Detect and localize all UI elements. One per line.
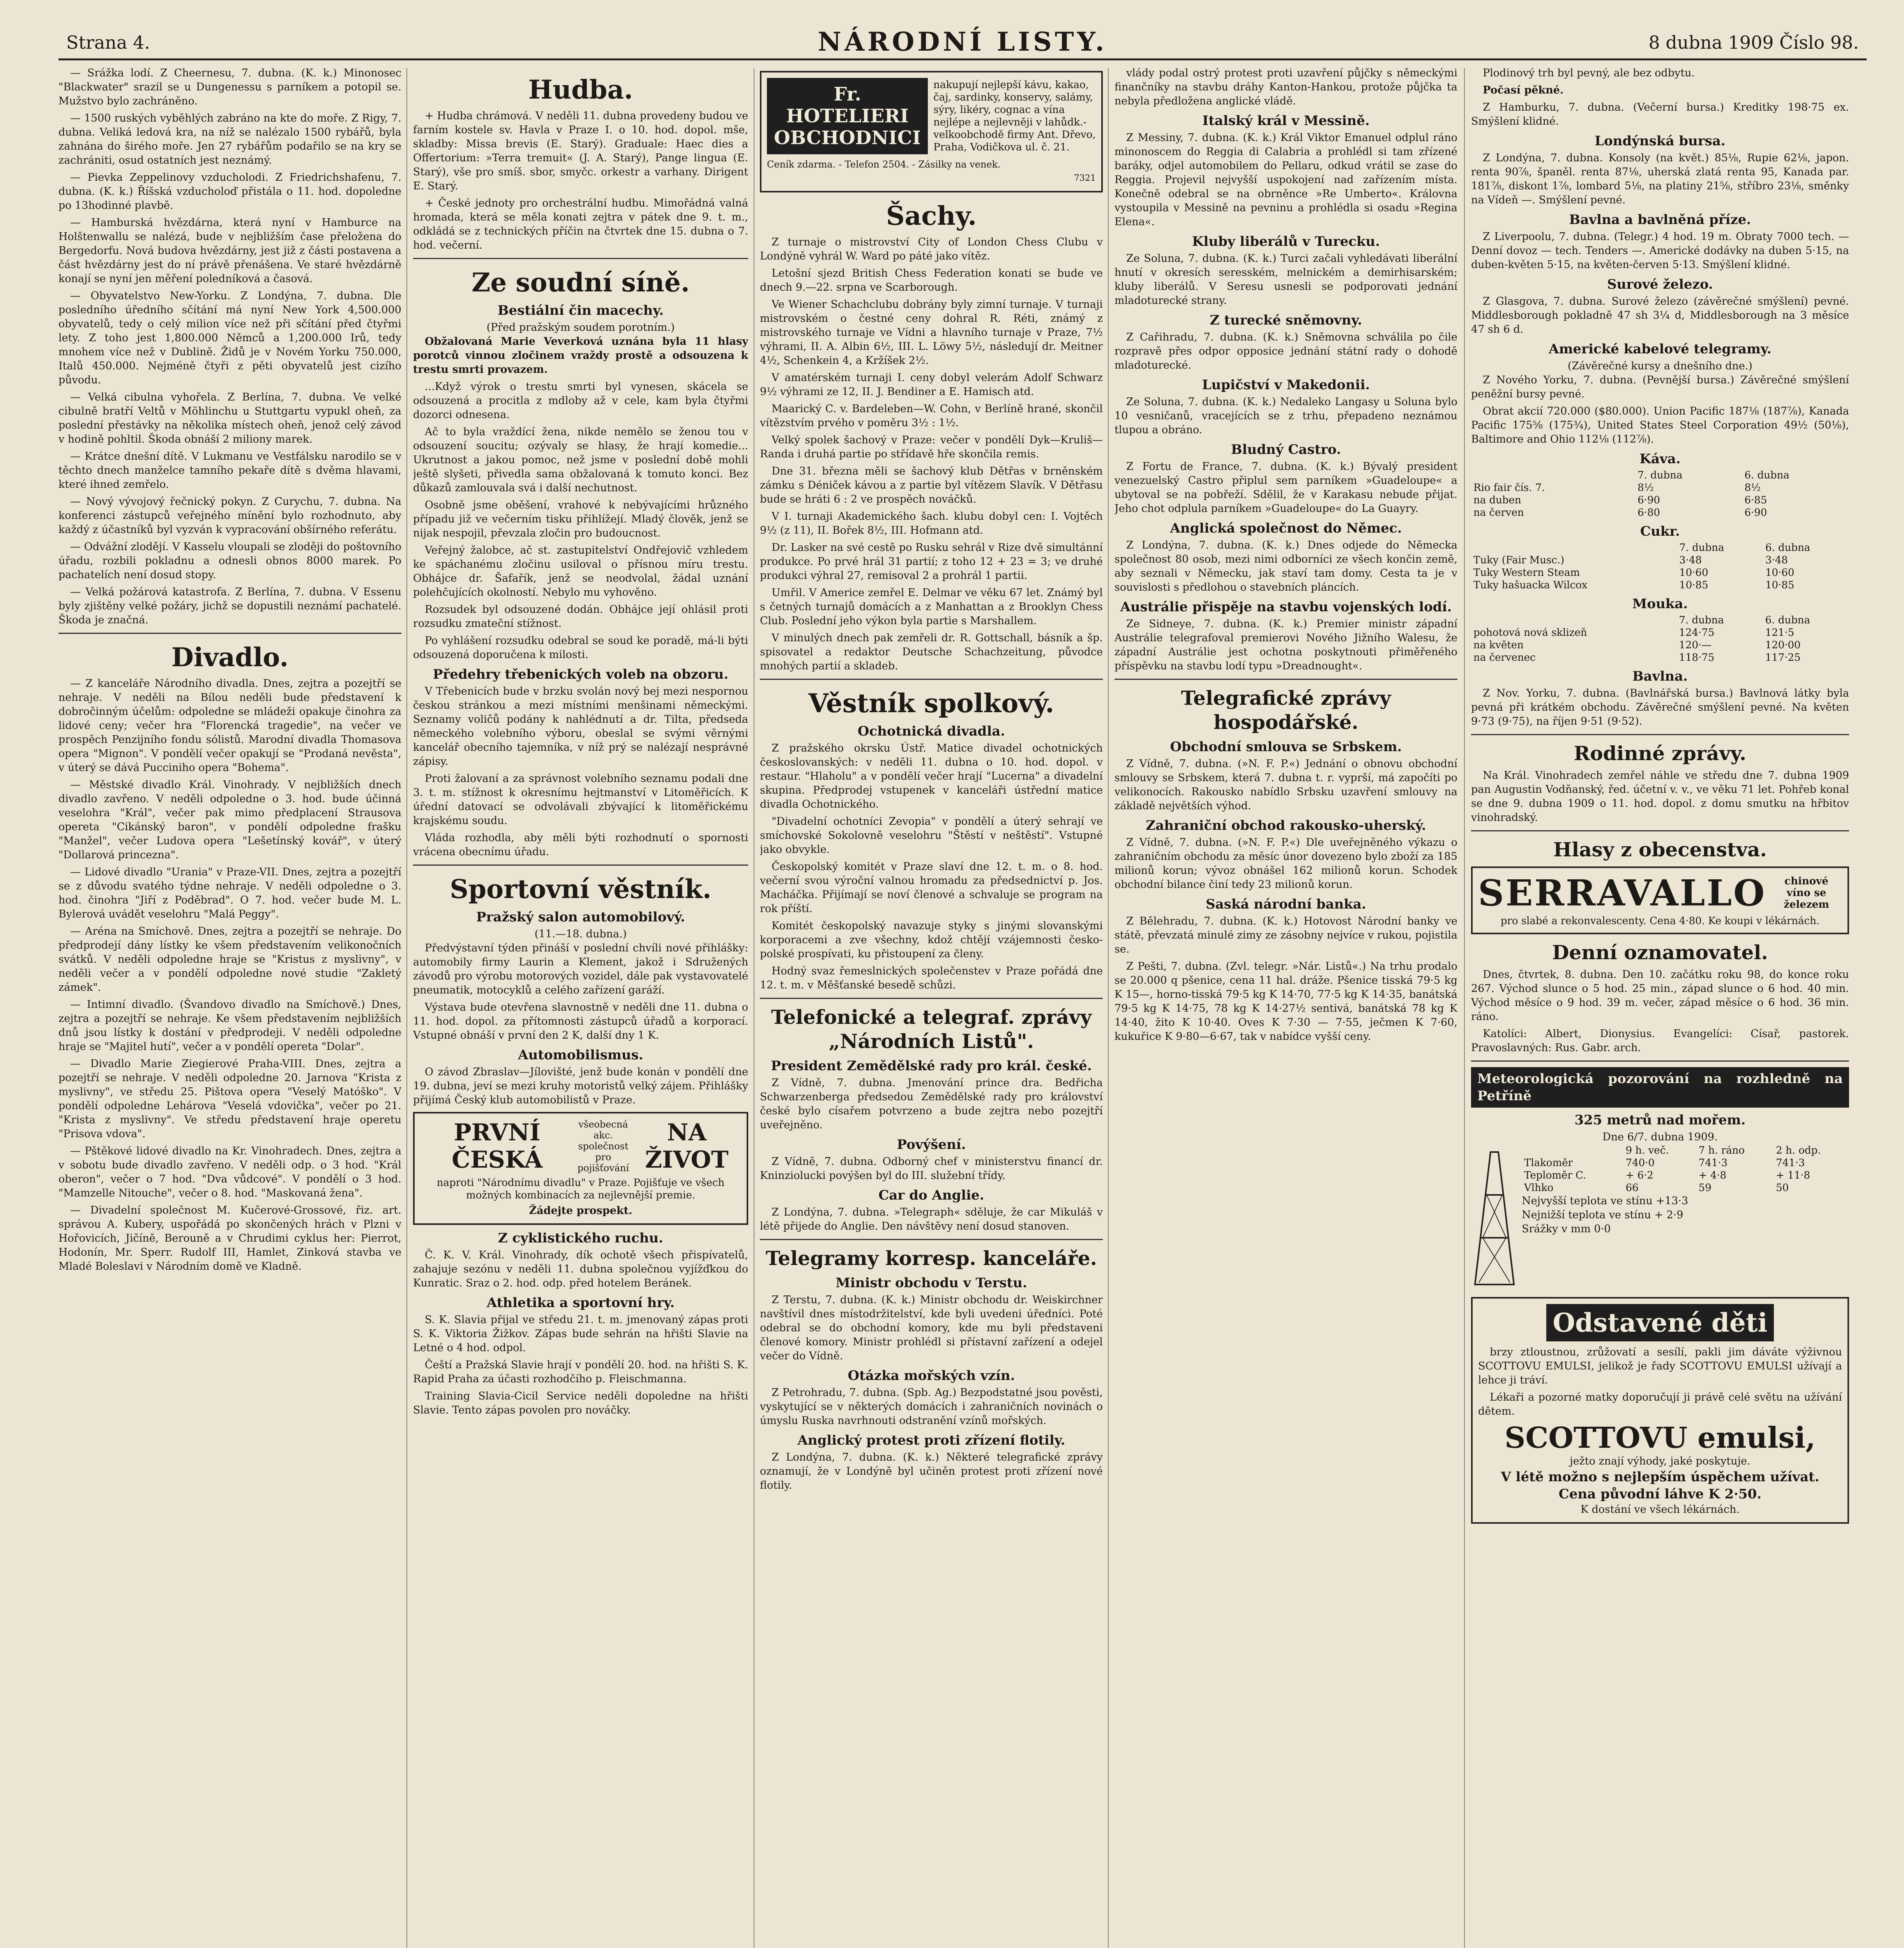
weather-note: Nejnižší teplota ve stínu + 2·9 — [1522, 1209, 1683, 1221]
ad-text: brzy ztloustnou, zrůžovatí a sesílí, pakli jim dáváte výživnou SCOTTOVU EMULSI, jelikož je řady SCOTTOVU EMULSI užívají a lehce ji tráví. — [1478, 1346, 1842, 1386]
society-item: Z pražského okrsku Ústř. Matice divadel ochotnických českoslovanských: v neděli 11. dubna o 10. hod. dopol. v restaur. "Hlaholu" a v pondělí večer hrají "Lucerna" a divadelní skupina. Předprodej vstupenek v kanceláři ústřední matice divadla Ochotnického. — [760, 742, 1103, 810]
table-heading: Cukr. — [1640, 524, 1680, 539]
table-header-row — [1471, 542, 1849, 554]
calendar-text: Dnes, čtvrtek, 8. dubna. Den 10. začátku roku 98, do konce roku 267. Východ slunce o 5 hod. 25 min., západ slunce o 6 hod. 40 min. Východ měsíce o 9 hod. 39 m. večer, západ měsíce o 6 hod. 36 min. ráno. — [1471, 969, 1849, 1023]
masthead-title: NÁRODNÍ LISTY. — [818, 26, 1107, 57]
article-headline: Italský král v Messině. — [1202, 113, 1370, 129]
table-row — [1522, 1157, 1849, 1169]
flour-table — [1471, 614, 1849, 664]
article-paragraph: Výstava bude otevřena slavnostně v neděli dne 11. dubna o 11. hod. dopol. za přítomnosti zástupců úřadů a korporací. Vstupné obnáší v první den 2 K, další dny 1 K. — [413, 1001, 748, 1041]
table-cell: 118·75 — [1679, 652, 1715, 663]
page-header — [58, 23, 1867, 60]
ad-text: pro slabé a rekonvalescenty. Cena 4·80. Ke koupi v lékárnách. — [1500, 915, 1820, 927]
news-item: — Pievka Zeppelinovy vzducholodi. Z Friedrichshafenu, 7. dubna. (K. k.) Říšská vzducholoď přistála o 11. hod. dopoledne po 13hodinné plavbě. — [58, 171, 401, 212]
table-cell: Tuky (Fair Musc.) — [1473, 554, 1565, 566]
serravallo-advertisement — [1471, 866, 1849, 934]
table-row — [1471, 579, 1849, 591]
chess-item: Dne 31. března měli se šachový klub Dětřas v brněnském zámku s Déniček kávou a z partie byl vítězem Slavík. V Dětřasu bude se hráti 6 : 2 ve prospěch nováčků. — [760, 465, 1103, 505]
theatre-item: — Divadlo Marie Ziegierové Praha-VIII. Dnes, zejtra a pozejtří se nehraje. V neděli odpoledne 20. Jarnova "Krista z myslivny", ve středu 25. Pištova opera "Veselý Matóško". V pondělí odpoledne Lehárova "Veselá vdovička", večer po 21. "Krista z myslivny". Ve středu představení hraje operetu "Prisova vdova". — [58, 1058, 401, 1140]
table-cell: + 11·8 — [1776, 1170, 1810, 1181]
news-item: — Velká cibulna vyhořela. Z Berlína, 7. dubna. Ve velké cibulně bratří Veltů v Möhlinchu u Stuttgartu vypukl oheň, za poslední přestávky na několika místech oheň, jenož celý závod v hodině pohltil. Škoda obnáší 2 miliony marek. — [58, 391, 401, 445]
theatre-item: — Aréna na Smíchově. Dnes, zejtra a pozejtří se nehraje. Do předprodejí dány lístky ke všem představením velikonočních svátků. V neděli odpoledne hraje se "Kristus z myslivny", v neděli večer a v pondělí odpoledne nové studie "Zakletý zámek". — [58, 925, 401, 993]
chess-item: Z turnaje o mistrovství City of London Chess Clubu v Londýně vyhrál W. Ward po páté jako vítěz. — [760, 236, 1103, 262]
table-cell: na červen — [1473, 507, 1524, 519]
market-item: Z Glasgova, 7. dubna. Surové železo (závěrečné smýšlení) pevné. Middlesborough pokladně 47 sh 3¼ d, Middlesborough na 3 měsíce 47 sh 6 d. — [1471, 295, 1849, 335]
chess-item: Maarický C. v. Bardeleben—W. Cohn, v Berlíně hrané, skončil vítězstvím prvého v poměru 3½ : 1½. — [760, 403, 1103, 429]
article-headline: Předehry třebenických voleb na obzoru. — [433, 667, 729, 682]
table-cell: 9 h. več. — [1625, 1145, 1669, 1156]
telegraph-item: Z Petrohradu, 7. dubna. (Spb. Ag.) Bezpodstatné jsou pověsti, vyskytující se v některých domácích i zahraničních novinách o úmyslu Ruska navrhnouti odstranění vzínů mořských. — [760, 1387, 1103, 1427]
table-row — [1522, 1169, 1849, 1182]
article-headline: Kluby liberálů v Turecku. — [1192, 234, 1380, 249]
market-item: Z Hamburku, 7. dubna. (Večerní bursa.) Kreditky 198·75 ex. Smýšlení klidné. — [1471, 101, 1849, 127]
article-headline: Otázka mořských vzín. — [848, 1368, 1015, 1383]
article-headline: Obchodní smlouva se Srbskem. — [1170, 739, 1402, 755]
telegraph-item: Z Fortu de France, 7. dubna. (K. k.) Bývalý president venezuelský Castro připlul sem parníkem »Guadeloupe« a ubytoval se na pobřeží. Sdělil, že v Karakasu nebude přijat. Jeho chot odplula parníkem »Guadeloupe« do La Guayry. — [1114, 461, 1457, 515]
scott-emulsion-advertisement — [1471, 1297, 1849, 1524]
grocery-advertisement — [760, 71, 1103, 192]
column-rule — [1464, 68, 1465, 1948]
weather-heading: Meteorologická pozorování na rozhledně na Petříně — [1471, 1067, 1849, 1108]
table-cell: na duben — [1473, 494, 1521, 506]
table-row — [1471, 494, 1849, 506]
ad-brand: SCOTTOVU emulsi, — [1505, 1421, 1816, 1455]
news-item: — Srážka lodí. Z Cheernesu, 7. dubna. (K. k.) Minonosec "Blackwater" srazil se u Dungenessu s parníkem a potopil se. Mužstvo bylo zachráněno. — [58, 67, 401, 107]
section-heading-societies: Věstník spolkový. — [808, 688, 1054, 718]
market-item: Plodinový trh byl pevný, ale bez odbytu. — [1483, 67, 1695, 79]
ad-footer: Žádejte prospekt. — [529, 1205, 632, 1217]
economy-item: Z Vídně, 7. dubna. (»N. F. P.«) Dle uveřejněného výkazu o zahraničním obchodu za měsíc únor dovezeno bylo zboží za 185 milionů korun; vývoz obnášel 162 milionů korun. Schodek obchodní bilance činí tedy 23 milionů korun. — [1114, 836, 1457, 891]
section-heading-theatre: Divadlo. — [171, 642, 289, 672]
article-note: (Závěrečné kursy a dnešního dne.) — [1567, 360, 1753, 372]
table-cell: 7. dubna — [1679, 614, 1724, 626]
table-cell: 8½ — [1637, 482, 1654, 494]
table-heading: Mouka. — [1632, 596, 1688, 612]
column-rule — [406, 68, 407, 1948]
table-cell: 120·— — [1679, 639, 1712, 651]
ad-text: V létě možno s nejlepším úspěchem užívat. — [1501, 1469, 1819, 1485]
divider — [413, 865, 748, 866]
article-headline: Anglický protest proti zřízení flotily. — [797, 1433, 1065, 1448]
market-item: Z Londýna, 7. dubna. Konsoly (na květ.) 85⅛, Rupie 62⅛, japon. renta 90⅞, španěl. renta 87⅛, uherská zlatá renta 95, Kanada par. 181⅞, diskont 1⅞, lombard 5⅛, na platiny 21⅝, stříbro 23⅛, směnky na Vídeň —. Smýšlení pevné. — [1471, 152, 1849, 206]
article-headline: President Zemědělské rady pro král. české. — [771, 1058, 1092, 1074]
table-cell: 741·3 — [1698, 1157, 1728, 1169]
music-item: + České jednoty pro orchestrální hudbu. Mimořádná valná hromada, která se měla konati zejtra v pátek dne 9. t. m., odkládá se z technických příčin na čtvrtek dne 15. dubna o 7. hod. večerní. — [413, 197, 748, 251]
table-cell: 6. dubna — [1765, 614, 1810, 626]
chess-item: Letošní sjezd British Chess Federation konati se bude ve dnech 9.—22. srpna ve Scarborough. — [760, 267, 1103, 293]
ad-footer: Ceník zdarma. - Telefon 2504. - Zásilky na venek. — [767, 159, 1001, 170]
divider — [760, 679, 1103, 680]
article-paragraph: Osobně jsme oběšení, vrahové k nebývajícími hrůzného případu již ve večerním tisku přihlížejí. Mladý člověk, jenž se nijak nespojil, převzala zločin pro budoucnost. — [413, 499, 748, 539]
article-paragraph: S. K. Slavia přijal ve středu 21. t. m. jmenovaný zápas proti S. K. Viktoria Žižkov. Zápas bude sehrán na hřišti Slavie na Letné o 4 hod. odpol. — [413, 1314, 748, 1354]
column-4 — [1114, 66, 1457, 1948]
section-heading-music: Hudba. — [528, 74, 633, 105]
telegraph-item: Z Londýna, 7. dubna. (K. k.) Dnes odjede do Německa společnost 80 osob, mezi nimi odborníci ze všech končin země, aby seznali v Německu, jak staví tam domy. Cesta ta je v souvislosti s předlohou o stavebních pláncích. — [1114, 539, 1457, 593]
table-cell: 3·48 — [1679, 554, 1702, 566]
ad-text: ježto znají výhody, jaké poskytuje. — [1570, 1455, 1750, 1467]
table-cell: 3·48 — [1765, 554, 1788, 566]
market-item: Z Nového Yorku, 7. dubna. (Pevnější bursa.) Závěrečné smýšlení peněžní bursy pevné. — [1471, 374, 1849, 400]
theatre-item: — Intimní divadlo. (Švandovo divadlo na Smíchově.) Dnes, zejtra a pozejtří se nehraje. Ke všem představením nejbližších dnů jsou lístky k dostání v předprodeji. V neděli odpoledne hraje se "Majitel hutí", večer a v pondělí opereta "Dolar". — [58, 999, 401, 1053]
telegraph-item: Z Londýna, 7. dubna. (K. k.) Některé telegrafické zprávy oznamují, že v Londýně byl učiněn protest proti zřízení nové flotily. — [760, 1451, 1103, 1491]
section-heading-sport: Sportovní věstník. — [450, 874, 712, 904]
table-cell: Vlhko — [1524, 1182, 1554, 1194]
society-item: "Divadelní ochotníci Zevopia" v pondělí a úterý sehrají ve smíchovské Sokolovně veselohru "Štěstí v neštěstí". Vstupné jako obvykle. — [760, 815, 1103, 856]
article-headline: Bavlna a bavlněná příze. — [1569, 212, 1751, 228]
ad-subline: všeobecná akc. společnost pro pojišťování — [577, 1119, 629, 1173]
article-paragraph: ...Když výrok o trestu smrti byl vynesen, skácela se odsouzená a procitla z mdloby až v cele, kam byla čtyřmi dozorci odnesena. — [413, 381, 748, 421]
article-headline: Automobilismus. — [518, 1047, 643, 1063]
article-paragraph: Ač to byla vraždící žena, nikde nemělo se ženou tou v odsouzení soucitu; ozývaly se hlasy, že hrají komedie... Ukrutnost a jakou pomoc, než jsme v poslední době mohli ještě slyšeti, přivedla sama obžalovaná k tomuto konci. Bez důkazů zamlouvala svá i další nechutnost. — [413, 426, 748, 494]
table-cell: 10·60 — [1679, 567, 1708, 579]
news-item: — Velká požárová katastrofa. Z Berlína, 7. dubna. V Essenu byly zjištěny velké požáry, jichž se dopustili neznámí pachatelé. Škoda je značná. — [58, 586, 401, 626]
table-cell: 741·3 — [1776, 1157, 1805, 1169]
family-notice: Na Král. Vinohradech zemřel náhle ve středu dne 7. dubna 1909 pan Augustin Vodňanský, řed. účetní v. v., ve věku 71 let. Pohřeb konal se dne 9. dubna 1909 o 11. hod. dopol. z domu smutku na hřbitov vinohradský. — [1471, 769, 1849, 824]
article-headline: Z cyklistického ruchu. — [498, 1230, 663, 1246]
chess-item: V minulých dnech pak zemřeli dr. R. Gottschall, básník a šp. spisovatel a redaktor Deutsche Schachzeitung, původce mnohých partií a skladeb. — [760, 632, 1103, 672]
economy-item: Z Vídně, 7. dubna. (»N. F. P.«) Jednání o obnovu obchodní smlouvy se Srbskem, která 7. dubna t. r. vyprší, má započíti po velikonocích. Rakousko nabídlo Srbsku uzavření smlouvy na základě největších výhod. — [1114, 758, 1457, 812]
divider — [1114, 679, 1457, 680]
table-cell: 8½ — [1744, 482, 1761, 494]
coffee-table — [1471, 469, 1849, 519]
ad-text: naproti "Národnímu divadlu" v Praze. Pojišťuje ve všech možných kombinacích za nejlevnější premie. — [436, 1177, 725, 1201]
table-cell: 7. dubna — [1637, 469, 1683, 481]
insurance-advertisement — [413, 1112, 748, 1225]
ad-footer: K dostání ve všech lékárnách. — [1580, 1503, 1740, 1516]
telegraph-item: Ze Sidneye, 7. dubna. (K. k.) Premier ministr západní Austrálie telegrafoval premierovi Nového Jižního Walesu, že západní Austrálie jest ochotna poskytnouti přiměřeného příspěvku na stavbu lodí typu »Dreadnought«. — [1114, 618, 1457, 672]
table-cell: 6. dubna — [1744, 469, 1789, 481]
section-heading-economy: Telegrafické zprávy hospodářské. — [1181, 686, 1391, 734]
chess-item: V I. turnaji Akademického šach. klubu dobyl cen: I. Vojtěch 9½ (z 11), II. Bořek 8½, III. Hofmann atd. — [760, 510, 1103, 536]
ad-text: Lékaři a pozorné matky doporučují ji právě celé světu na užívání dětem. — [1478, 1391, 1842, 1417]
article-paragraph: Vláda rozhodla, aby měli býti rozhodnutí o spornosti vrácena obecnímu úřadu. — [413, 832, 748, 858]
music-item: + Hudba chrámová. V neděli 11. dubna provedeny budou ve farním kostele sv. Havla v Praze I. o 10. hod. dopol. mše, skladby: Missa brevis (E. Starý). Graduale: Haec dies a Offertorium: »Terra tremuit« (J. A. Starý), Pange lingua (E. Starý), vše pro smíš. sbor, smyčc. orkestr a varhany. Dirigent E. Starý. — [413, 110, 748, 192]
table-cell: 7. dubna — [1679, 542, 1724, 554]
market-item: Z Nov. Yorku, 7. dubna. (Bavlnářská bursa.) Bavlnová látky byla pevná při krátkém obchodu. Závěrečné smýšlení pevné. Na květen 9·73 (9·75), na říjen 9·51 (9·52). — [1471, 687, 1849, 727]
economy-item: Z Bělehradu, 7. dubna. (K. k.) Hotovost Národní banky ve státě, převzatá minulé zimy ze zásobny nejvíce v rukou, pojistila se. — [1114, 915, 1457, 955]
table-cell: Tuky Western Steam — [1473, 567, 1580, 579]
market-item: Počasí pěkné. — [1483, 84, 1564, 96]
weather-subheading: 325 metrů nad mořem. — [1574, 1112, 1746, 1128]
article-paragraph: Č. K. V. Král. Vinohrady, dík ochotě všech přispívatelů, zahajuje sezónu v neděli 11. dubna společnou vyjížďkou do Kunratic. Sraz o 2. hod. odp. před hotelem Beránek. — [413, 1249, 748, 1289]
table-cell: Tlakoměr — [1524, 1157, 1573, 1169]
telegraph-item: Z Terstu, 7. dubna. (K. k.) Ministr obchodu dr. Weiskirchner navštívil dnes místodržitelství, kde byli uvedeni úředníci. Poté odebral se do obchodní komory, kde mu byli představeni členové komory. Ministr prohlédl si přístavní zařízení a odejel večer do Vídně. — [760, 1294, 1103, 1362]
telegraph-item: Z Messiny, 7. dubna. (K. k.) Král Viktor Emanuel odplul ráno minonoscem do Reggia di Calabria a prohlédl si tam zřízené baráky, odjel automobilem do Pellaru, odkud vrátil se zase do Reggia. Projevil nejvyšší uspokojení nad zařízením místa. Konečně odebral se na obrněnce »Re Umberto«. Královna vystoupila v Messině na pevninu a prohlédla si osadu »Regina Elena«. — [1114, 132, 1457, 228]
article-headline: Pražský salon automobilový. — [476, 909, 685, 925]
telegraph-item: Ze Soluna, 7. dubna. (K. k.) Turci začali vyhledávati liberální hnutí v okresích seresském, melnickém a demirhisarském; kluby liberálů. V Seresu usnesli se podporovati jednání mladoturecké strany. — [1114, 252, 1457, 307]
telegraph-item: Z Vídně, 7. dubna. Odborný chef v ministerstvu financí dr. Kninziolucki povýšen byl do III. služební třídy. — [760, 1156, 1103, 1182]
telegraph-item: Z Cařihradu, 7. dubna. (K. k.) Sněmovna schválila po čile rozpravě přes odpor opposice jednání státní rady o dohodě mladoturecké. — [1114, 331, 1457, 371]
article-headline: Ministr obchodu v Terstu. — [835, 1275, 1027, 1291]
table-cell: 6·90 — [1637, 494, 1660, 506]
article-headline: Ochotnická divadla. — [857, 723, 1005, 739]
table-cell: 10·85 — [1679, 579, 1708, 591]
ad-brand: SERRAVALLO — [1478, 872, 1766, 914]
section-heading-chess: Šachy. — [886, 201, 977, 231]
table-cell — [1471, 614, 1677, 626]
table-row — [1471, 626, 1849, 639]
chess-item: Dr. Lasker na své cestě po Rusku sehrál v Rize dvě simultánní produkce. Po prvé hrál 31 partií; z toho 12 + 23 = 3; ve druhé produkci výhral 27, remisoval 2 a prohrál 1 partii. — [760, 542, 1103, 582]
article-note: (Před pražským soudem porotním.) — [486, 321, 675, 333]
divider — [1471, 734, 1849, 735]
divider — [1471, 830, 1849, 831]
article-headline: Americké kabelové telegramy. — [1549, 341, 1772, 357]
article-headline: Anglická společnost do Němec. — [1170, 521, 1402, 536]
theatre-item: — Městské divadlo Král. Vinohrady. V nejbližších dnech divadlo zavřeno. V neděli odpoledne o 3. hod. bude účinná veselohra "Král", večer pak mimo předplacení Strausova opereta "Cikánský baron", v pondělí odpoledne frašku "Manžel", večer Ludova opera "Lešetínský kovář", v úterý "Dollarová princezna". — [58, 779, 401, 861]
ad-tagline: chinové víno se železem — [1784, 875, 1829, 910]
news-item: — Odvážní zlodějí. V Kasselu vloupali se zloději do poštovního úřadu, rozbili pokladnu a odnesli obnos 8000 marek. Po pachatelích není dosud stopy. — [58, 541, 401, 581]
section-heading-telegraph: Telefonické a telegraf. zprávy „Národních Listů". — [771, 1006, 1092, 1053]
table-cell: 2 h. odp. — [1776, 1145, 1821, 1156]
article-paragraph: Po vyhlášení rozsudku odebral se soud ke poradě, má-li býti odsouzená doporučena k milosti. — [413, 635, 748, 661]
theatre-item: — Lidové divadlo "Urania" v Praze-VII. Dnes, zejtra a pozejtří se z důvodu svatého týdne nehraje. V neděli odpoledne o 3. hod. činohra "Jiří z Poděbrad". O 7. hod. večer bude M. L. Bylerová uvádět veselohru "Malá Peggy". — [58, 866, 401, 920]
theatre-item: — Pštěkové lidové divadlo na Kr. Vinohradech. Dnes, zejtra a v sobotu bude divadlo zavřeno. V neděli odp. o 3 hod. "Král oberon", večer o 7 hod. "Dva vůdcové". V pondělí o 3 hod. "Mamzelle Nitouche", večer o 8. hod. "Maskovaná žena". — [58, 1145, 401, 1199]
table-row — [1522, 1182, 1849, 1194]
table-cell: Teploměr C. — [1524, 1170, 1586, 1181]
table-heading: Káva. — [1639, 451, 1681, 467]
article-headline: Bestiální čin macechy. — [497, 303, 664, 318]
article-headline: Bludný Castro. — [1231, 442, 1341, 457]
table-cell: 50 — [1776, 1182, 1789, 1194]
telegraph-item: Z Londýna, 7. dubna. »Telegraph« sděluje, že car Mikuláš v létě přijede do Anglie. Den návštěvy není dosud stanoven. — [760, 1206, 1103, 1232]
table-cell: 124·75 — [1679, 627, 1715, 639]
table-row — [1471, 482, 1849, 494]
table-cell: Rio fair čís. 7. — [1473, 482, 1545, 494]
article-paragraph: O závod Zbraslav—Jílovišté, jenž bude konán v pondělí dne 19. dubna, jeví se mezi kruhy motoristů velký zájem. Přihlášky přijímá Český klub automobilistů v Praze. — [413, 1066, 748, 1106]
table-cell: 6. dubna — [1765, 542, 1810, 554]
news-item: — Obyvatelstvo New-Yorku. Z Londýna, 7. dubna. Dle posledního úředního sčítání má nyní New York 4,500.000 obyvatelů, tedy o celý milion více než při sčítání před čtyřmi lety. Z toho jest 1,800.000 Němců a 1,200.000 Irů, tedy mnohem více než v Dublině. Židů je v Novém Yorku 750.000, Italů 450.000. Nejméně čtyři z pěti obyvatelů jest cizího původu. — [58, 290, 401, 386]
table-cell: 6·80 — [1637, 507, 1660, 519]
column-rule — [1108, 68, 1109, 1948]
table-cell — [1471, 542, 1677, 554]
table-cell: 121·5 — [1765, 627, 1794, 639]
chess-item: V amatérském turnaji I. ceny dobyl velerám Adolf Schwarz 9½ výhrami ze 12, II. J. Bendiner a E. Hamisch atd. — [760, 372, 1103, 398]
article-headline: Bavlna. — [1632, 669, 1688, 684]
table-cell — [1522, 1144, 1623, 1157]
article-paragraph: Čeští a Pražská Slavie hrají v pondělí 20. hod. na hřišti S. K. Rapid Praha za účasti rozhodčího p. Fleischmanna. — [413, 1359, 748, 1385]
table-row — [1471, 566, 1849, 579]
ad-logo: Fr. HOTELIERI OBCHODNICI — [767, 78, 928, 154]
market-item: Obrat akcií 720.000 ($80.000). Union Pacific 187⅛ (187⅞), Kanada Pacific 175⅝ (175¾), United States Steel Corporation 49½ (50⅛), Baltimore and Ohio 112⅛ (112⅞). — [1471, 405, 1849, 445]
society-item: Hodný svaz řemeslnických společenstev v Praze pořádá dne 12. t. m. v Měšťanské besedě schůzi. — [760, 965, 1103, 991]
weather-date: Dne 6/7. dubna 1909. — [1602, 1131, 1718, 1143]
divider — [760, 1239, 1103, 1240]
column-1 — [58, 66, 401, 1948]
economy-item: Z Pešti, 7. dubna. (Zvl. telegr. »Nár. Listů«.) Na trhu prodalo se 20.000 q pšenice, cena 11 hal. dráže. Pšenice tisská 79·5 kg K 15—, horno-tisská 79·5 kg K 14·70, 77·5 kg K 14·35, banátská 79·5 kg K 14·75, 78 kg K 14·27½ sentivá, banátská 78 kg K 14·40, žito K 10·40. Oves K 7·30 — 7·55, ječmen K 7·60, kukuřice K 9·80—6·67, tak v nabídce vyšší ceny. — [1114, 960, 1457, 1043]
table-cell: na květen — [1473, 639, 1524, 651]
sugar-table — [1471, 542, 1849, 591]
divider — [413, 258, 748, 259]
table-cell: 59 — [1698, 1182, 1711, 1194]
section-heading-court: Ze soudní síně. — [472, 267, 690, 298]
theatre-item: — Divadelní společnost M. Kučerové-Grossové, řiz. art. správou A. Kubery, uspořádá po skončených hrách v Plzni v Hořovicích, Jičíně, Berouně a v Chrudimi cyklus her: Pierrot, Hodonín, Mr. Sperr. Rudolf III, Hamlet, Zinková stavba ve Mladé Boleslavi v Národním domě ve Kladně. — [58, 1204, 401, 1272]
chess-item: Ve Wiener Schachclubu dobrány byly zimní turnaje. V turnaji mistrovském o čestné ceny dohral R. Réti, známý z mistrovského turnaje ve Vídni a hlavního turnaje v Praze, 7½ výhrami, II. A. Albin 6½, III. L. Löwy 5½, následují dr. Meitner 4½, Schenkein 4, a Kržíšek 2½. — [760, 298, 1103, 367]
telegraph-item: Z Vídně, 7. dubna. Jmenování prince dra. Bedřicha Schwarzenberga předsedou Zemědělské rady pro království české bylo císařem potvrzeno a bude zejtra nebo pozejtří uveřejněno. — [760, 1077, 1103, 1131]
chess-item: Velký spolek šachový v Praze: večer v pondělí Dyk—Kruliš—Randa i druhá partie po střídavě hře skončila remis. — [760, 434, 1103, 460]
divider — [58, 633, 401, 634]
article-headline: Athletika a sportovní hry. — [486, 1295, 675, 1311]
article-headline: Zahraniční obchod rakousko-uherský. — [1146, 818, 1426, 833]
article-paragraph: Training Slavia-Cicil Service neděli dopoledne na hřišti Slavie. Tento zápas povolen pro nováčky. — [413, 1390, 748, 1416]
ad-price: Cena původní láhve K 2·50. — [1558, 1486, 1762, 1502]
table-cell: 740·0 — [1625, 1157, 1655, 1169]
divider — [760, 998, 1103, 999]
table-cell: Tuky hašuacka Wilcox — [1473, 579, 1588, 591]
article-paragraph: Veřejný žalobce, ač st. zastupitelství Ondřejovič vzhledem ke spáchanému zločinu usiloval o přísnou míru trestu. Obhájce dr. Šafařík, jenž se neodvolal, žádal uznání polehčujících okolností. Nebylo mu vyhověno. — [413, 544, 748, 598]
table-cell: 10·60 — [1765, 567, 1794, 579]
divider — [1471, 1060, 1849, 1062]
news-item: — Krátce dnešní dítě. V Lukmanu ve Vestfálsku narodilo se v těchto dnech manželce tamního pekaře dítě s dvěma hlavami, které ihned zemřelo. — [58, 450, 401, 491]
article-headline: Povýšení. — [897, 1137, 966, 1152]
news-item: — Hamburská hvězdárna, která nyní v Hamburce na Holštenwallu se nalézá, bude v nejbližším čase přeložena do Bergedorfu. Nová budova hvězdárny, jest již z části postavena a část hvězdárny jest do ní právě přenášena. Ve staré hvězdárně konají se nyní jen měření poledníková a časová. — [58, 217, 401, 285]
article-headline: Saská národní banka. — [1206, 896, 1366, 912]
section-heading-bureau: Telegramy korresp. kanceláře. — [765, 1247, 1097, 1270]
table-header-row — [1471, 614, 1849, 626]
ad-text: nakupují nejlepší kávu, kakao, čaj, sardinky, konservy, salámy, sýry, likéry, cognac a vína nejlépe a nejlevněji v lahůdk.-velkoobchodě firmy Ant. Dřevo, Praha, Vodičkova ul. č. 21. — [933, 79, 1096, 153]
article-headline: Lupičství v Makedonii. — [1202, 377, 1370, 393]
ad-number: 7321 — [1074, 173, 1096, 183]
table-row — [1471, 639, 1849, 651]
weather-note: Nejvyšší teplota ve stínu +13·3 — [1522, 1195, 1689, 1207]
calendar-text: Katolíci: Albert, Dionysius. Evangelíci: Císař, pastorek. Pravoslavných: Rus. Gabr. arch. — [1471, 1028, 1849, 1054]
table-cell: 120·00 — [1765, 639, 1801, 651]
column-2 — [413, 66, 748, 1948]
article-paragraph: V Třebenicích bude v brzku svolán nový bej mezi nespornou českou stránkou a mezi místními menšinami německými. Seznamy voličů podány k nahlédnutí a dr. Tilta, předseda německého volebního výboru, obeslal se svými věrnými kancelář obecního tajemníka, v níž prý se nalézají nesprávné zápisy. — [413, 685, 748, 768]
article-headline: Surové železo. — [1607, 277, 1713, 292]
issue-date: 8 dubna 1909 Číslo 98. — [1648, 32, 1859, 53]
weather-note: Srážky v mm 0·0 — [1522, 1223, 1611, 1235]
article-headline: Z turecké sněmovny. — [1210, 312, 1362, 328]
article-headline: Car do Anglie. — [878, 1188, 984, 1203]
article-note: (11.—18. dubna.) — [534, 928, 627, 940]
table-cell: 66 — [1625, 1182, 1639, 1194]
petrin-tower-icon — [1471, 1148, 1518, 1288]
section-heading-family: Rodinné zprávy. — [1574, 742, 1747, 765]
society-item: Českopolský komitét v Praze slaví dne 12. t. m. o 8. hod. večerní svou výroční valnou hromadu za předsednictví p. Jos. Macháčka. Přijímají se noví členové a schvaluje se program na rok příští. — [760, 861, 1103, 915]
section-heading-public: Hlasy z obecenstva. — [1553, 838, 1767, 861]
society-item: Komitét českopolský navazuje styky s jinými slovanskými korporacemi a zve všechny, kdož chtějí vzájemnosti česko-polské prospívati, ku přistoupení za členy. — [760, 920, 1103, 960]
article-paragraph: Rozsudek byl odsouzené dodán. Obhájce její ohlásil proti rozsudku zmateční stížnost. — [413, 603, 748, 630]
table-row — [1471, 651, 1849, 664]
chess-item: Umřil. V Americe zemřel E. Delmar ve věku 67 let. Známý byl s četných turnajů domácích a z Manhattan a z Brooklyn Chess Club. Poslední jeho výkon byla partie s Marshallem. — [760, 587, 1103, 627]
ad-headline: Odstavené děti — [1546, 1304, 1773, 1341]
table-cell: na červenec — [1473, 652, 1536, 663]
news-item: — 1500 ruských vyběhlých zabráno na kte do moře. Z Rigy, 7. dubna. Veliká ledová kra, na níž se nalézalo 1500 rybářů, byla zahnána do širého moře. Jen 27 rybářům podařilo se na kry se zachrániti, osud ostatních jest neznámý. — [58, 112, 401, 166]
theatre-item: — Z kanceláře Národního divadla. Dnes, zejtra a pozejtří se nehraje. V neděli na Bílou neděli bude představení k dobročinným účelům: odpoledne se mládeži opakuje činohra za lidové ceny; večer hra "Florencká tragedie", na večer ve prospěch Penzijního fondu sólistů. Marodní divadla Thomasova opera "Mignon". V pondělí večer opakují se "Prodaná nevěsta", v úterý se dává Pucciniho opera "Bohema". — [58, 678, 401, 774]
table-cell: 7 h. ráno — [1698, 1145, 1745, 1156]
table-cell — [1471, 469, 1635, 482]
table-cell: pohotová nová sklizeň — [1473, 627, 1587, 639]
ad-headline: PRVNÍ ČESKÁ — [452, 1119, 543, 1173]
table-header-row — [1471, 469, 1849, 482]
table-cell: 10·85 — [1765, 579, 1794, 591]
news-item: — Nový vývojový řečnický pokyn. Z Curychu, 7. dubna. Na konferenci zástupců veřejného mínění bylo rozhodnuto, aby každý z účastníků byl vyzván k vypracování obšírného referátu. — [58, 496, 401, 536]
article-lead: Obžalovaná Marie Veverková uznána byla 11 hlasy porotců vinnou zločinem vraždy prostě a odsouzena k trestu smrti provazem. — [413, 335, 748, 376]
article-headline: Austrálie přispěje na stavbu vojenských lodí. — [1120, 599, 1452, 615]
weather-table — [1522, 1144, 1849, 1194]
table-cell: + 6·2 — [1625, 1170, 1654, 1181]
article-paragraph: Předvýstavní týden přináší v poslední chvíli nové přihlášky: automobily firmy Laurin a Klement, jakož i Sdružených závodů pro výrobu motorových vozidel, dále pak vystavovatelé pneumatik, motocyklů a celého zařízení garáží. — [413, 942, 748, 996]
market-item: Z Liverpoolu, 7. dubna. (Telegr.) 4 hod. 19 m. Obraty 7000 tech. — Denní dovoz — tech. Tenders —. Americké dodávky na duben 5·15, na duben-květen 5·15, na květen-červen 5·13. Smýšlení klidné. — [1471, 231, 1849, 271]
article-headline: Londýnská bursa. — [1595, 133, 1726, 149]
table-row — [1471, 506, 1849, 519]
table-row — [1471, 554, 1849, 566]
page-number: Strana 4. — [66, 32, 150, 53]
table-cell: + 4·8 — [1698, 1170, 1727, 1181]
table-cell: 6·85 — [1744, 494, 1767, 506]
telegraph-item: vlády podal ostrý protest proti uzavření půjčky s německými finančníky na stavbu dráhy Kanton-Hankou, protože půjčka ta nebyla předložena anglické vládě. — [1114, 67, 1457, 107]
column-5 — [1471, 66, 1849, 1948]
ad-headline-side: NA ŽIVOT — [645, 1119, 729, 1173]
table-cell: 6·90 — [1744, 507, 1767, 519]
column-3 — [760, 66, 1103, 1948]
section-heading-calendar: Denní oznamovatel. — [1552, 941, 1768, 964]
telegraph-item: Ze Soluna, 7. dubna. (K. k.) Nedaleko Langasy u Soluna bylo 10 vesničanů, vracejících se z trhu, přepadeno neznámou tlupou a obráno. — [1114, 396, 1457, 436]
table-header-row — [1522, 1144, 1849, 1157]
article-paragraph: Proti žalovaní a za správnost volebního seznamu podali dne 3. t. m. stížnost k okresnímu hejtmanství v Litoměřicích. K úřední datovací se odvolávali zbývající k litoměřickému krajskému soudu. — [413, 773, 748, 827]
table-cell: 117·25 — [1765, 652, 1801, 663]
